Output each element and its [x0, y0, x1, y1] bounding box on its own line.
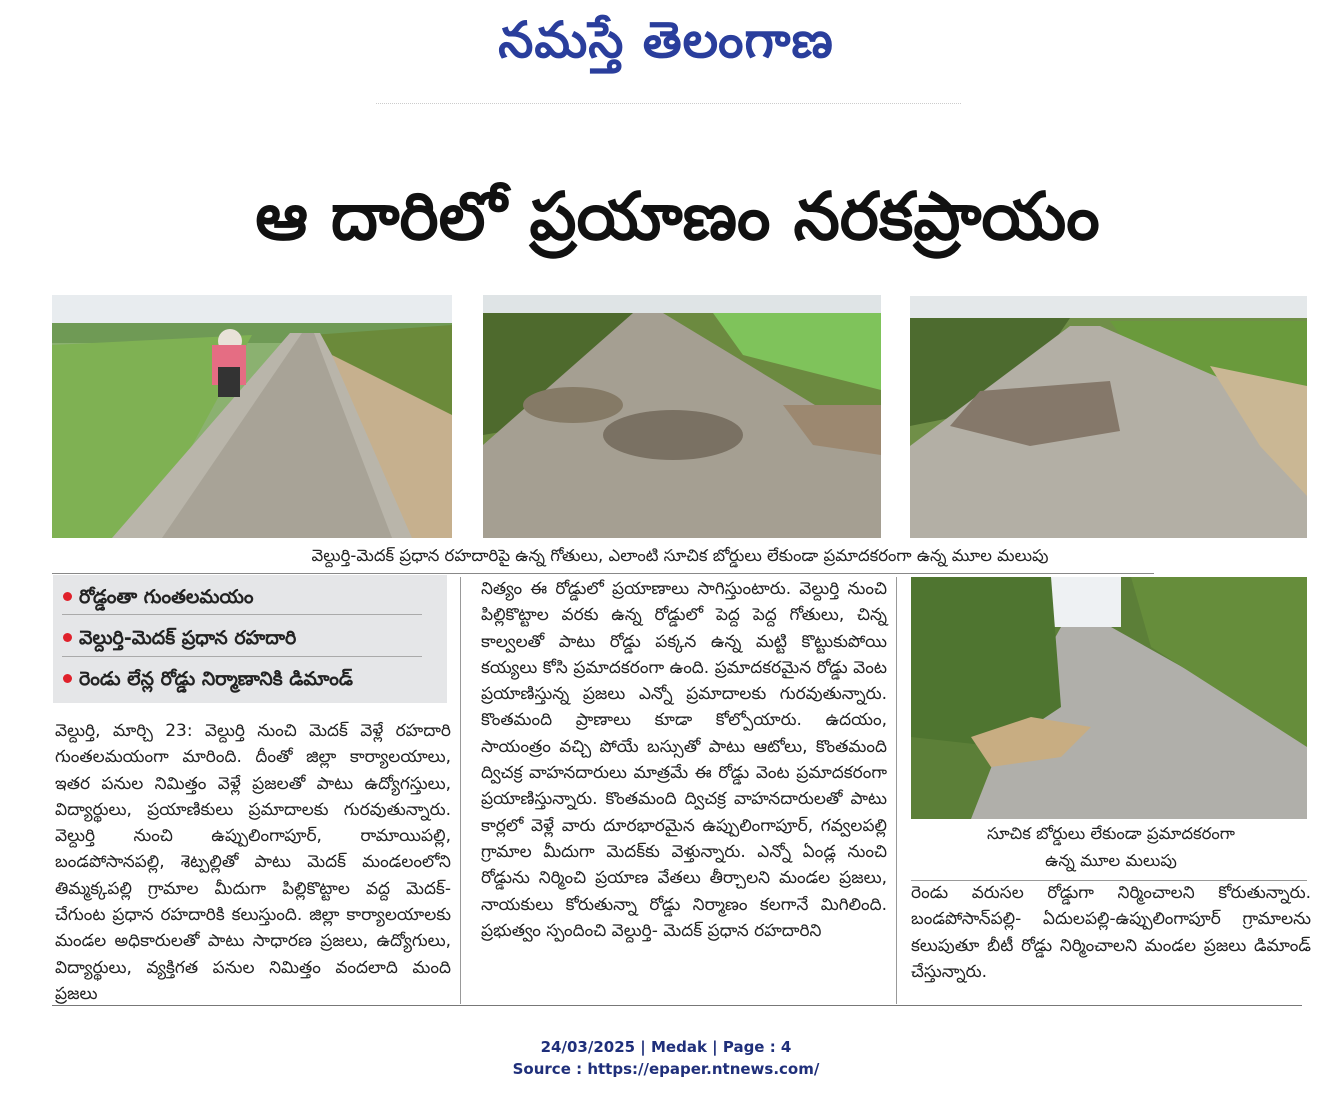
highlight-item [63, 664, 353, 694]
article-body-middle: నిత్యం ఈ రోడ్డులో ప్రయాణాలు సాగిస్తుంటారు. వెల్దుర్తి నుంచి పిల్లికొట్టాల వరకు ఉన్న రోడ్డులో పెద్ద పెద్ద గోతులు, చిన్న కాల్వలతో పాటు రోడ్డు పక్కన ఉన్న మట్టి కొట్టుకుపోయి కయ్యలు కోసి ప్రమాదకరంగా ఉంది. ప్రమాదకరమైన రోడ్డు వెంట ప్రయాణిస్తున్న ప్రజలు ఎన్నో ప్రమాదాలకు గురవుతున్నారు. కొంతమంది ప్రాణాలు కూడా కోల్పోయారు. ఉదయం, సాయంత్రం వచ్చి పోయే బస్సుతో పాటు ఆటోలు, కొంతమంది ద్విచక్ర వాహనదారులు మాత్రమే ఈ రోడ్డు వెంట ప్రమాదకరంగా ప్రయాణిస్తున్నారు. కొంతమంది ద్విచక్ర వాహనదారులతో పాటు కార్లలో వెళ్లే వారు దూరభారమైన ఉప్పులింగాపూర్, గవ్వలపల్లి గ్రామాల మీదుగా మెదక్‌కు వెళ్తున్నారు. ఎన్నో ఏండ్ల నుంచి రోడ్డును నిర్మించి ప్రయాణ వేతలు తీర్చాలని మండల ప్రజలు, నాయకులు కోరుతున్నా రోడ్డు నిర్మాణం కలగానే మిగిలింది. ప్రభుత్వం స్పందించి వెల్దుర్తి- మెదక్ ప్రధాన రహదారిని [481, 579, 887, 941]
road-photo-motorcyclist [52, 295, 452, 538]
photo-caption-side-line2: ఉన్న మూల మలుపు [1045, 851, 1177, 870]
article-body-left: వెల్దుర్తి, మార్చి 23: వెల్దుర్తి నుంచి మెదక్ వెళ్లే రహదారి గుంతలమయంగా మారింది. దీంతో జిల్లా కార్యాలయాలు, ఇతర పనుల నిమిత్తం వెళ్లే ప్రజలతో పాటు ఉద్యోగస్తులు, విద్యార్థులు, ప్రయాణికులు ప్రమాదాలకు గురవుతున్నారు. వెల్దుర్తి నుంచి ఉప్పులింగాపూర్, రామాయిపల్లి, బండపోసానపల్లి, శెట్పల్లితో పాటు మెదక్ మండలంలోని తిమ్మక్కపల్లి గ్రామాల మీదుగా పిల్లికొట్టాల వద్ద మెదక్- చేగుంట ప్రధాన రహదారికి కలుస్తుంది. జిల్లా కార్యాలయాలకు మండల అధికారులతో పాటు సాధారణ ప్రజలు, ఉద్యోగులు, విద్యార్థులు, వ్యక్తిగత పనుల నిమిత్తం వందలాది మంది ప్రజలు [55, 721, 451, 1004]
highlight-divider [62, 614, 422, 615]
footer-date-page: 24/03/2025 | Medak | Page : 4 [540, 1038, 792, 1056]
masthead-logo: నమస్తే తెలంగాణ [498, 10, 834, 69]
bullet-dot-icon [63, 674, 72, 683]
highlight-text: రోడ్డంతా గుంతలమయం [79, 586, 254, 608]
highlight-text: రెండు లేన్ల రోడ్డు నిర్మాణానికి డిమాండ్ [79, 668, 353, 690]
road-photo-broken-patch [910, 296, 1307, 538]
bullet-dot-icon [63, 592, 72, 601]
masthead-divider [376, 103, 961, 104]
column-divider [896, 577, 897, 1004]
highlight-item [63, 623, 296, 653]
road-photo-corner-curve [911, 577, 1307, 819]
article-body-right: రెండు వరుసల రోడ్డుగా నిర్మించాలని కోరుతున్నారు. బండపోసాన్‌పల్లి- ఏదులపల్లి-ఉప్పులింగాపూర్ గ్రామాలను కలుపుతూ బీటీ రోడ్డు నిర్మించాలని మండల ప్రజలు డిమాండ్ చేస్తున్నారు. [911, 883, 1311, 982]
footer-source-link[interactable]: Source : https://epaper.ntnews.com/ [512, 1060, 820, 1078]
bullet-dot-icon [63, 633, 72, 642]
column-divider [460, 577, 461, 1004]
highlight-item [63, 582, 254, 612]
highlight-text: వెల్దుర్తి-మెదక్ ప్రధాన రహదారి [79, 627, 297, 649]
highlights-box [53, 575, 447, 703]
photo-caption-top: వెల్దుర్తి-మెదక్ ప్రధాన రహదారిపై ఉన్న గోతులు, ఎలాంటి సూచిక బోర్డులు లేకుండా ప్రమాదకరంగా ఉన్న మూల మలుపు [311, 546, 1049, 565]
article-headline: ఆ దారిలో ప్రయాణం నరకప్రాయం [255, 178, 1100, 255]
highlight-divider [62, 656, 422, 657]
road-photo-potholes [483, 295, 881, 538]
bottom-divider [52, 1005, 1302, 1006]
photo-caption-side [911, 820, 1311, 874]
photo-caption-side-line1: సూచిక బోర్డులు లేకుండా ప్రమాదకరంగా [987, 824, 1235, 843]
caption-divider [52, 573, 1154, 574]
